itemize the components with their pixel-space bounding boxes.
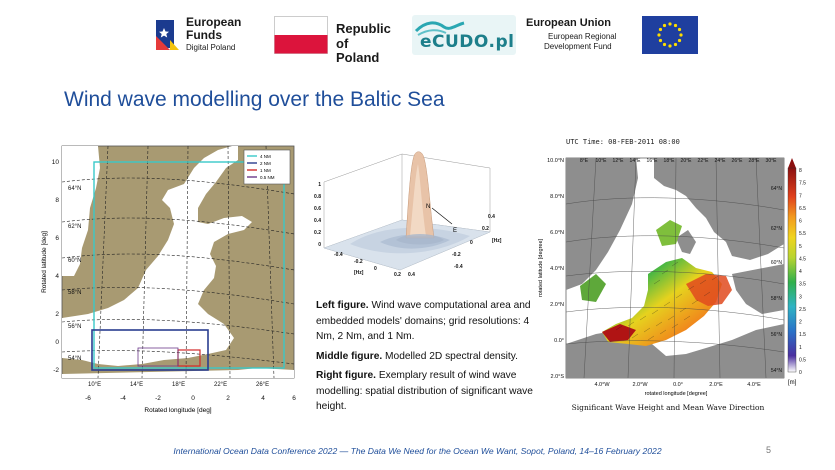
map-legend [244,150,290,184]
top-lon-14: 14°E [629,158,641,164]
lon-label-18: 18°E [172,382,186,388]
colorbar-tick: 6.5 [799,205,806,212]
my-tick-neg02: -0.2 [452,252,461,258]
r-y-tick-2n: 2.0°N [550,302,564,308]
middle-figure-label: Middle figure. [316,350,383,362]
colorbar-tick: 2.5 [799,306,806,313]
european-funds-line1: European [186,15,242,29]
right-figure-description [316,368,540,415]
r-y-tick-2s: 2.0°S [550,374,564,380]
top-lon-22: 22°E [697,158,709,164]
legend-2nm: 2 NM [260,161,271,166]
ecudo-logo [412,15,516,55]
eu-line1: European Union [526,17,611,29]
figure-description [316,298,540,415]
colorbar-tick: 7.5 [799,180,806,187]
european-funds-logo [152,14,272,56]
ecudo-text: eCUDO.pl [420,32,515,52]
lat-label-54: 54°N [68,356,82,362]
r-x-tick-0: 0.0° [673,382,683,388]
top-lon-20: 20°E [680,158,692,164]
x-tick-6: 6 [292,395,296,402]
lat-label-60: 60°N [68,258,82,264]
r-x-tick-2w: 2.0°W [632,382,648,388]
eu-line2: European Regional [548,32,617,41]
eu-flag-icon [642,16,698,54]
r-x-tick-4e: 4.0°E [747,382,761,388]
colorbar-unit: [m] [788,380,797,386]
right-lat-56: 56°N [770,332,782,338]
z-tick-08: 0.8 [314,194,321,200]
mx-tick-0: 0 [374,266,377,272]
colorbar-tick: 8 [799,168,802,174]
european-funds-line2: Funds [186,28,222,42]
eu-line3: Development Fund [544,42,612,51]
x-tick-4: 4 [261,395,265,402]
top-lon-28: 28°E [748,158,760,164]
z-tick-0: 0 [318,242,321,248]
eu-star-icon [659,39,662,42]
y-tick-neg2: -2 [53,367,59,374]
compass-icon [432,208,452,224]
legend-05nm: 0.5 NM [260,175,275,180]
right-figure-caption: Significant Wave Height and Mean Wave Direction [571,403,765,412]
top-lon-18: 18°E [663,158,675,164]
y-tick-8: 8 [55,197,59,204]
colorbar-tick: 0 [799,370,802,376]
mx-label: [Hz] [354,270,364,276]
european-funds-icon [152,14,180,54]
left-y-axis-label: Rotated latitude [deg] [41,231,48,293]
y-tick-6: 6 [55,235,59,242]
eu-star-icon [678,28,681,31]
compass-north: N [426,204,431,210]
eu-star-icon [668,22,671,25]
colorbar-tick: 5 [799,243,802,250]
spectrum-3d-plot [310,128,510,278]
z-tick-1: 1 [318,182,321,188]
y-tick-0: 0 [55,339,59,346]
top-lon-12: 12°E [612,158,624,164]
top-lon-24: 24°E [714,158,726,164]
r-y-tick-4n: 4.0°N [550,266,564,272]
r-y-tick-8n: 8.0°N [550,194,564,200]
x-tick-neg6: -6 [85,395,91,402]
eu-star-icon [663,43,666,46]
top-lon-30: 30°E [765,158,777,164]
right-lat-64: 64°N [770,186,782,192]
republic-of-poland-logo [274,16,394,65]
left-figure-text: Wind wave computational area and embedded models' domains; grid resolutions: 4 Nm, 2 Nm, and 1 Nm. [316,300,531,342]
utc-time-label: UTC Time: 08-FEB-2011 08:00 [566,138,680,146]
page-number: 5 [766,445,772,455]
x-tick-neg4: -4 [120,395,126,402]
eu-star-icon [668,44,671,47]
left-figure-map [38,138,300,416]
lon-label-26: 26°E [256,382,270,388]
middle-figure-description [316,349,540,365]
lat-label-62: 62°N [68,224,82,230]
legend-1nm: 1 NM [260,168,271,173]
colorbar-tick: 1 [799,344,802,351]
european-union-logo [526,16,686,56]
right-y-axis-label: rotated latitude [degree] [538,238,544,298]
mx-tick-neg02: -0.2 [354,259,363,265]
right-figure-label: Right figure. [316,370,376,381]
eu-star-icon [674,24,677,27]
colorbar-tick: 4 [799,269,802,275]
r-y-tick-0: 0.0° [554,338,564,344]
colorbar-tick: 3.5 [799,281,806,288]
compass-east: E [453,228,458,234]
colorbar-tick: 1.5 [799,332,806,339]
z-tick-02: 0.2 [314,230,321,236]
my-tick-02: 0.2 [482,226,489,232]
left-figure [38,138,300,416]
lat-label-58: 58°N [68,290,82,296]
top-lon-16: 16°E [646,158,658,164]
x-tick-0: 0 [191,395,195,402]
wave-height-map [536,134,806,416]
right-lat-58: 58°N [770,296,782,302]
page-title: Wind wave modelling over the Baltic Sea [64,88,445,111]
conference-footer: International Ocean Data Conference 2022 — The Data We Need for the Ocean We Want, Sopot, Poland, 14–16 February 2022 [173,446,662,456]
left-figure-description [316,298,540,345]
lat-label-64: 64°N [68,186,82,192]
right-x-axis-label: rotated longitude [degree] [644,391,708,397]
x-tick-neg2: -2 [155,395,161,402]
lon-label-22: 22°E [214,382,228,388]
middle-figure [310,128,510,278]
x-tick-2: 2 [226,395,230,402]
z-tick-04: 0.4 [314,218,321,224]
legend-4nm: 4 NM [260,154,271,159]
eu-star-icon [659,28,662,31]
eu-star-icon [674,43,677,46]
right-lat-62: 62°N [770,226,782,232]
eu-star-icon [678,39,681,42]
republic-line2: of Poland [336,36,380,65]
y-tick-4: 4 [55,273,59,280]
z-tick-06: 0.6 [314,206,321,212]
my-label: [Hz] [492,238,502,244]
colorbar [788,158,806,386]
lon-label-10: 10°E [88,382,102,388]
right-lat-60: 60°N [770,260,782,266]
eu-star-icon [663,24,666,27]
r-y-tick-10n: 10.0°N [547,158,564,164]
y-tick-10: 10 [51,159,59,166]
my-tick-04: 0.4 [488,214,495,220]
lat-label-56: 56°N [68,324,82,330]
colorbar-tick: 3 [799,294,802,301]
republic-line1: Republic [336,21,391,36]
colorbar-tick: 5.5 [799,231,806,238]
right-figure [536,134,806,416]
right-figure-text: Exemplary result of wind wave modelling: spatial distribution of significant wave height. [316,370,533,412]
r-x-tick-2e: 2.0°E [709,382,723,388]
mx-tick-neg04: -0.4 [334,252,343,258]
left-figure-label: Left figure. [316,300,369,311]
mx-tick-02: 0.2 [394,272,401,278]
left-x-axis-label: Rotated longitude [deg] [144,407,212,414]
middle-figure-text: Modelled 2D spectral density. [382,350,518,362]
top-lon-8: 8°E [579,158,589,164]
colorbar-tick: 0.5 [799,357,806,364]
eu-star-icon [657,33,660,36]
y-tick-2: 2 [55,311,59,318]
r-y-tick-6n: 6.0°N [550,230,564,236]
colorbar-tick: 7 [799,193,802,200]
right-lat-54: 54°N [770,368,782,374]
eu-star-icon [679,33,682,36]
polish-flag-icon [274,16,328,54]
top-lon-10: 10°E [595,158,607,164]
colorbar-tick: 6 [799,218,802,225]
mx-tick-04: 0.4 [408,272,415,278]
colorbar-tick: 2 [799,319,802,326]
my-tick-0: 0 [470,240,473,246]
european-funds-line3: Digital Poland [186,43,236,52]
my-tick-neg04: -0.4 [454,264,463,270]
r-x-tick-4w: 4.0°W [594,382,610,388]
lon-label-14: 14°E [130,382,144,388]
colorbar-tick: 4.5 [799,256,806,263]
top-lon-26: 26°E [731,158,743,164]
